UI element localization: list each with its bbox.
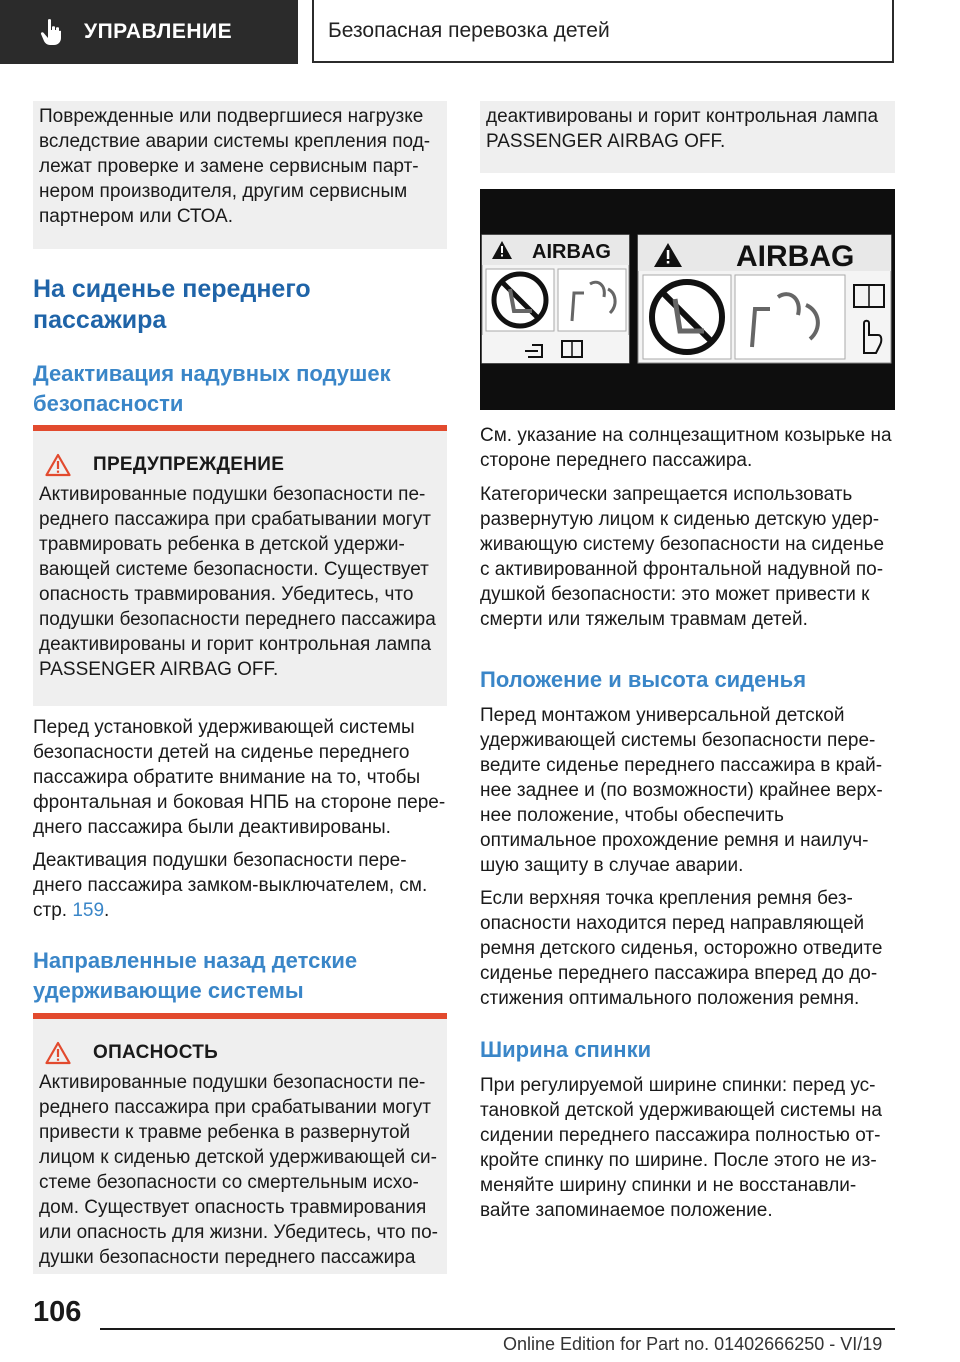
text-line: душкой безопасности: это может привести к <box>480 584 870 605</box>
text-line: Категорически запрещается использовать <box>480 484 853 505</box>
note-line: лежат проверке и замене сервисным парт- <box>39 156 419 177</box>
paragraph-belt <box>480 886 895 1011</box>
text-line: оптимальное прохождение ремня и наилуч- <box>480 830 869 851</box>
continued-box <box>480 101 895 173</box>
warning-title: ПРЕДУПРЕЖДЕНИЕ <box>93 454 285 475</box>
airbag-text-small: AIRBAG <box>532 241 611 263</box>
text-line <box>33 898 447 923</box>
airbag-label-figure <box>480 189 895 410</box>
paragraph-key-switch <box>33 848 447 923</box>
heading-line: пассажира <box>33 306 167 334</box>
heading-backrest-width: Ширина спинки <box>480 1037 652 1062</box>
paragraph-forbidden <box>480 482 895 632</box>
text-line: с активированной фронтальной надувной по- <box>480 559 884 580</box>
text-line: кройте спинку по ширине. После этого не из- <box>480 1150 877 1171</box>
section-tab <box>0 0 298 64</box>
warning-header <box>39 451 441 479</box>
warning-triangle-icon <box>45 453 71 477</box>
section-label: УПРАВЛЕНИЕ <box>84 20 233 43</box>
heading-line: Направленные назад детские <box>33 948 358 973</box>
warning-line: Активированные подушки безопасности пе- <box>39 484 426 505</box>
note-line: нером производителя, другим сервисным <box>39 181 408 202</box>
page-ref-suffix: . <box>104 900 110 921</box>
danger-line: реднего пассажира при срабатывании могут <box>39 1097 431 1118</box>
warning-line: вающей системе безопасности. Существует <box>39 559 429 580</box>
text-line: См. указание на солнцезащитном козырьке на <box>480 425 892 446</box>
text-line: живающую систему безопасности на сиденье <box>480 534 885 555</box>
hand-pointer-icon <box>40 18 62 46</box>
heading-seat-position: Положение и высота сиденья <box>480 667 807 692</box>
text-line: нее положение, чтобы обеспечить <box>480 805 784 826</box>
warning-line: травмировать ребенка в детской удержи- <box>39 534 405 555</box>
heading-line: На сиденье переднего <box>33 275 311 303</box>
warning-line: реднего пассажира при срабатывании могут <box>39 509 431 530</box>
text-line: При регулируемой ширине спинки: перед ус- <box>480 1075 876 1096</box>
note-box <box>33 101 447 249</box>
page-number: 106 <box>33 1296 82 1328</box>
danger-line: дом. Существует опасность травмирования <box>39 1197 427 1218</box>
airbag-label-illustration <box>480 189 895 410</box>
note-line: партнером или СТОА. <box>39 206 233 227</box>
text-line: развернутую лицом к сиденью детскую удер- <box>480 509 880 530</box>
edition-text: Online Edition for Part no. 01402666250 - VI/19 <box>503 1334 883 1354</box>
heading-line: удерживающие системы <box>33 978 304 1003</box>
text-line: стороне переднего пассажира. <box>480 450 753 471</box>
paragraph-backrest <box>480 1073 895 1223</box>
text-line: Деактивация подушки безопасности пере- <box>33 850 407 871</box>
text-line: Перед установкой удерживающей системы <box>33 717 415 738</box>
heading-deactivation <box>33 359 447 419</box>
paragraph-position <box>480 703 895 878</box>
text-line: шую защиту в случае аварии. <box>480 855 744 876</box>
danger-line: стеме безопасности со смертельным исхо- <box>39 1172 419 1193</box>
paragraph-sunvisor <box>480 423 895 473</box>
heading-line: безопасности <box>33 391 184 416</box>
danger-header <box>39 1039 441 1067</box>
page-ref-link[interactable]: 159 <box>72 900 105 921</box>
warning-line: деактивированы и горит контрольная лампа <box>39 634 432 655</box>
text-line: ведите сиденье переднего пассажира в край- <box>480 755 883 776</box>
airbag-text-large: AIRBAG <box>736 240 855 273</box>
text-line: безопасности детей на сиденье переднего <box>33 742 410 763</box>
text-line: PASSENGER AIRBAG OFF. <box>486 131 726 152</box>
text-line: ремня детского сиденья, осторожно отведите <box>480 938 883 959</box>
airbag-label-small <box>482 235 629 363</box>
heading-line: Деактивация надувных подушек <box>33 361 391 386</box>
danger-line: душки безопасности переднего пассажира <box>39 1247 416 1268</box>
text-line: нее заднее и (по возможности) крайнее верх- <box>480 780 883 801</box>
text-line: днего пассажира замком-выключателем, см. <box>33 875 428 896</box>
text-line: удерживающей системы безопасности пере- <box>480 730 876 751</box>
airbag-label-large <box>638 235 891 363</box>
text-line: сиденье переднего пассажира вперед до до- <box>480 963 878 984</box>
text-line: Если верхняя точка крепления ремня без- <box>480 888 853 909</box>
danger-line: лицом к сиденью детской удерживающей си- <box>39 1147 437 1168</box>
warning-line: PASSENGER AIRBAG OFF. <box>39 659 279 680</box>
text-line: фронтальная и боковая НПБ на стороне пере- <box>33 792 446 813</box>
text-line: смерти или тяжелым травмам детей. <box>480 609 808 630</box>
danger-line: или опасность для жизни. Убедитесь, что по- <box>39 1222 438 1243</box>
danger-line: привести к травме ребенка в развернутой <box>39 1122 411 1143</box>
text-line: Перед монтажом универсальной детской <box>480 705 845 726</box>
text-line: вайте запоминаемое положение. <box>480 1200 773 1221</box>
warning-triangle-icon <box>45 1041 71 1065</box>
text-line: тановкой детской удерживающей системы на <box>480 1100 882 1121</box>
danger-title: ОПАСНОСТЬ <box>93 1042 219 1063</box>
chapter-title: Безопасная перевозка детей <box>312 0 894 63</box>
heading-front-seat <box>33 274 447 336</box>
text-line: пассажира обратите внимание на то, чтобы <box>33 767 421 788</box>
page-ref-prefix: стр. <box>33 900 73 921</box>
warning-line: подушки безопасности переднего пассажира <box>39 609 436 630</box>
text-line: стижения оптимального положения ремня. <box>480 988 860 1009</box>
text-line: сидении переднего пассажира полностью от- <box>480 1125 881 1146</box>
text-line: опасности находится перед направляющей <box>480 913 865 934</box>
note-line: вследствие аварии системы крепления под- <box>39 131 431 152</box>
heading-rear-facing <box>33 946 447 1006</box>
paragraph-install <box>33 715 447 840</box>
note-line: Поврежденные или подвергшиеся нагрузке <box>39 106 424 127</box>
danger-box <box>33 1019 447 1274</box>
danger-line: Активированные подушки безопасности пе- <box>39 1072 426 1093</box>
warning-box <box>33 431 447 706</box>
footer-divider <box>100 1328 895 1330</box>
text-line: днего пассажира были деактивированы. <box>33 817 391 838</box>
warning-line: опасность травмирования. Убедитесь, что <box>39 584 414 605</box>
text-line: меняйте ширину спинки и не восстанавли- <box>480 1175 857 1196</box>
text-line: деактивированы и горит контрольная лампа <box>486 106 879 127</box>
